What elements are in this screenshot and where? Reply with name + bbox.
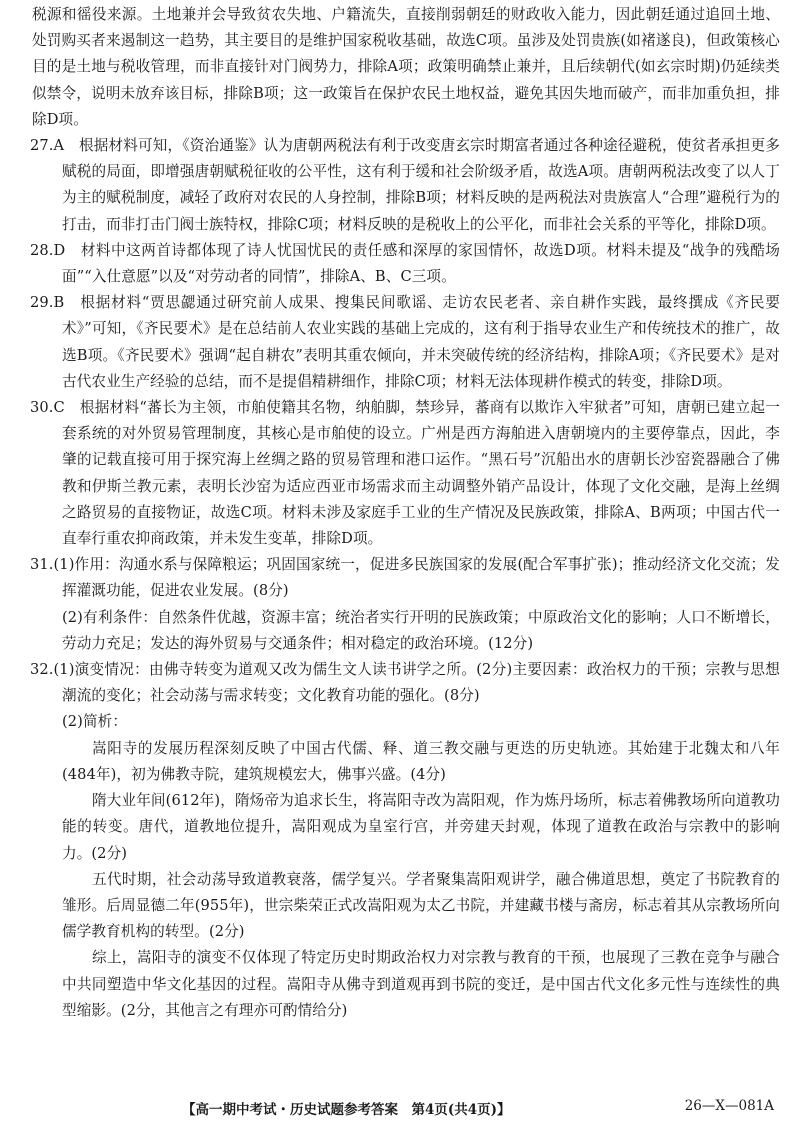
answer-31-part2: (2)有利条件：自然条件优越，资源丰富；统治者实行开明的民族政策；中原政治文化的影响；人口不断增长，劳动力充足；发达的海外贸易与交通条件；相对稳定的政治环境。(12分) bbox=[62, 608, 780, 652]
answer-number: 30.C bbox=[30, 399, 65, 417]
answer-27 bbox=[30, 133, 780, 238]
answer-32-para-4: 综上，嵩阳寺的演变不仅体现了特定历史时期政治权力对宗教与教育的干预，也展现了三教在竞争与融合中共同塑造中华文化基因的过程。嵩阳寺从佛寺到道观再到书院的变迁，是中国古代文化多元性与连续性的典型缩影。(2分，其他言之有理亦可酌情给分) bbox=[62, 949, 780, 1019]
answer-32-para-2: 隋大业年间(612年)，隋炀帝为追求长生，将嵩阳寺改为嵩阳观，作为炼丹场所，标志着佛教场所向道教功能的转变。唐代，道教地位提升，嵩阳观成为皇室行宫，并旁建天封观，体现了道教在政治与宗教中的影响力。(2分) bbox=[62, 792, 780, 862]
answer-number: 32. bbox=[30, 661, 54, 679]
answer-text: 根据材料可知，《资治通鉴》认为唐朝两税法有利于改变唐玄宗时期富者通过各种途径避税，使贫者承担更多赋税的局面，即增强唐朝赋税征收的公平性，这有利于缓和社会阶级矛盾，故选A项。唐朝两税法改变了以人丁为主的赋税制度，减轻了政府对农民的人身控制，排除B项；材料反映的是两税法对贵族富人“合理”避税行为的打击，而非打击门阀士族特权，排除C项；材料反映的是税收上的公平化，而非社会关系的平等化，排除D项。 bbox=[62, 137, 780, 233]
answer-31-part1 bbox=[30, 552, 780, 604]
answer-text: (1)作用：沟通水系与保障粮运；巩固国家统一，促进多民族国家的发展(配合军事扩张)；推动经济文化交流；发挥灌溉功能，促进农业发展。(8分) bbox=[53, 556, 780, 600]
answer-text: (1)演变情况：由佛寺转变为道观又改为儒生文人读书讲学之所。(2分)主要因素：政治权力的干预；宗教与思想潮流的变化；社会动荡与需求转变；文化教育功能的强化。(8分) bbox=[53, 661, 780, 705]
footer-title: 【高一期中考试・历史试题参考答案 第4页(共4页)】 bbox=[182, 1102, 511, 1118]
answer-number: 29.B bbox=[30, 294, 65, 312]
answer-30 bbox=[30, 395, 780, 552]
answer-32-part2-label: (2)简析： bbox=[62, 713, 128, 731]
answer-number: 31. bbox=[30, 556, 54, 574]
answer-number: 28.D bbox=[30, 241, 66, 259]
answer-32-para-3: 五代时期，社会动荡导致道教衰落，儒学复兴。学者聚集嵩阳观讲学，融合佛道思想，奠定了书院教育的雏形。后周显德二年(955年)，世宗柴荣正式改嵩阳观为太乙书院，并建藏书楼与斋房，标志着其从宗教场所向儒学教育机构的转型。(2分) bbox=[62, 870, 780, 941]
answer-number: 27.A bbox=[30, 137, 65, 155]
lead-paragraph: 税源和徭役来源。土地兼并会导致贫农失地、户籍流失，直接削弱朝廷的财政收入能力，因此朝廷通过追回土地、处罚购买者来遏制这一趋势，其主要目的是维护国家税收基础，故选C项。虽涉及处罚贵族(如褚遂良)，但政策核心目的是土地与税收管理，而非直接针对门阀势力，排除A项；政策明确禁止兼并，且后续朝代(如玄宗时期)仍延续类似禁令，说明未放弃该目标，排除B项；这一政策旨在保护农民土地权益，避免其因失地而破产，而非加重负担，排除D项。 bbox=[32, 6, 780, 128]
footer-code: 26—X—081A bbox=[684, 1098, 774, 1114]
answer-28 bbox=[30, 238, 780, 290]
answer-text: 材料中这两首诗都体现了诗人忧国忧民的责任感和深厚的家国情怀，故选D项。材料未提及“战争的残酷场面”“入仕意愿”以及“对劳动者的同情”，排除A、B、C三项。 bbox=[62, 241, 780, 286]
answer-32-part1 bbox=[30, 657, 780, 709]
answer-text: 根据材料“蕃长为主领，市舶使籍其名物，纳舶脚，禁珍异，蕃商有以欺诈入牢狱者”可知，唐朝已建立起一套系统的对外贸易管理制度，其核心是市舶使的设立。广州是西方海舶进入唐朝境内的主要停靠点，因此，李肇的记载直接可用于探究海上丝绸之路的贸易管理和港口运作。“黑石号”沉船出水的唐朝长沙窑瓷器融合了佛教和伊斯兰教元素，表明长沙窑为适应西亚市场需求而主动调整外销产品设计，体现了文化交融，是海上丝绸之路贸易的直接物证，故选C项。材料未涉及家庭手工业的生产情况及民族政策，排除A、B两项；中国古代一直奉行重农抑商政策，并未发生变革，排除D项。 bbox=[62, 399, 780, 548]
answer-32-para-1: 嵩阳寺的发展历程深刻反映了中国古代儒、释、道三教交融与更迭的历史轨迹。其始建于北魏太和八年(484年)，初为佛教寺院，建筑规模宏大，佛事兴盛。(4分) bbox=[62, 739, 780, 783]
answer-text: 根据材料“贾思勰通过研究前人成果、搜集民间歌谣、走访农民老者、亲自耕作实践，最终撰成《齐民要术》”可知，《齐民要术》是在总结前人农业实践的基础上完成的，这有利于指导农业生产和传统技术的推广，故选B项。《齐民要术》强调“起自耕农”表明其重农倾向，并未突破传统的经济结构，排除A项；《齐民要术》是对古代农业生产经验的总结，而不是提倡精耕细作，排除C项；材料无法体现耕作模式的转变，排除D项。 bbox=[62, 294, 780, 390]
answer-29 bbox=[30, 290, 780, 395]
